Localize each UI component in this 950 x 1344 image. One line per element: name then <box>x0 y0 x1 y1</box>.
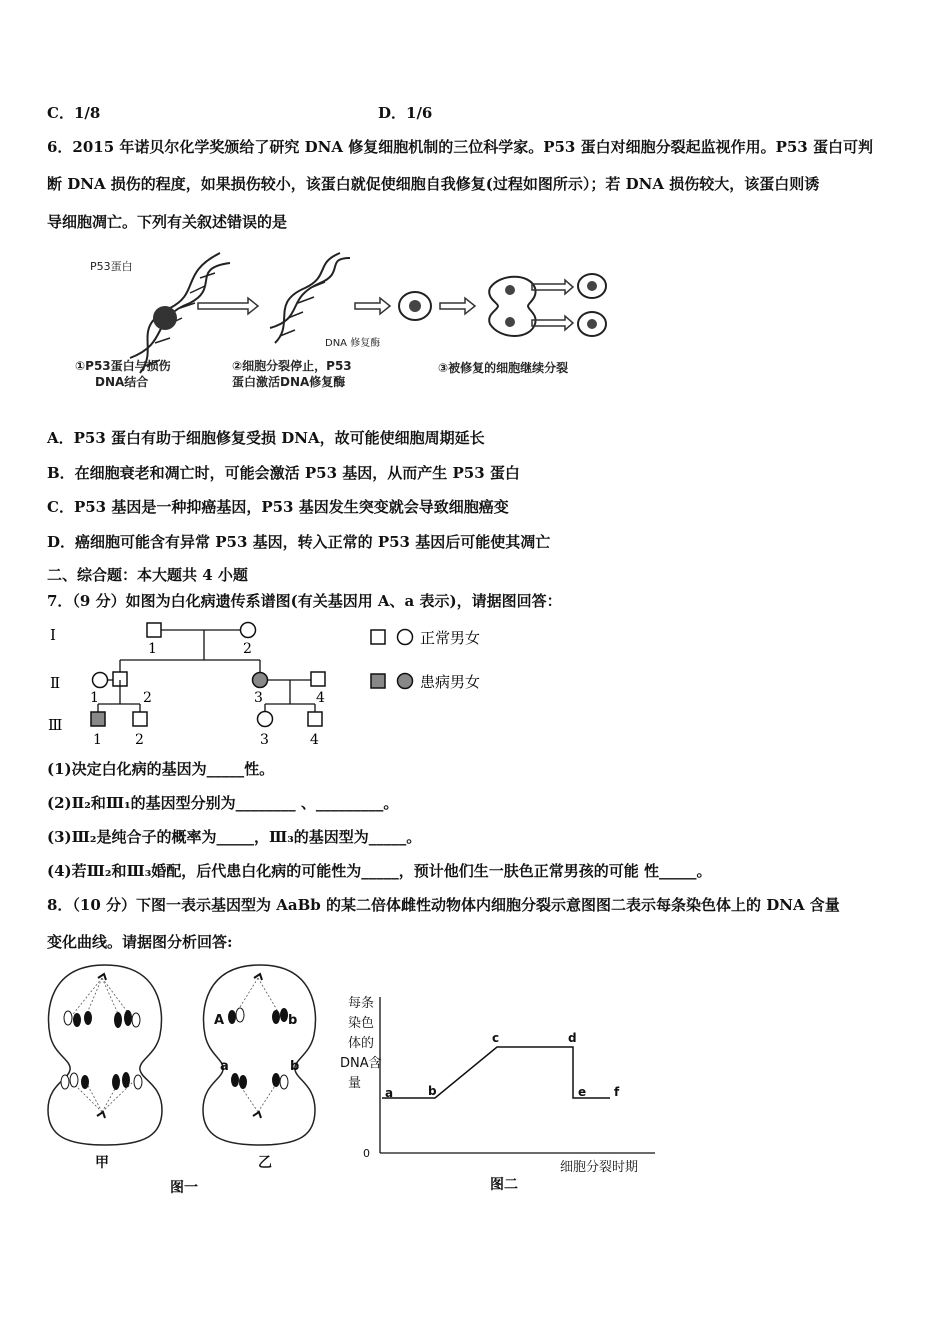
gen1-female-2 <box>241 623 256 638</box>
q6-stem-line3: 导细胞凋亡。下列有关叙述错误的是 <box>47 213 288 231</box>
figure-2-dna-curve <box>330 985 670 1200</box>
gen3-female-3 <box>258 712 273 727</box>
arrow-3 <box>440 298 475 314</box>
q6-stem-line2: 断 DNA 损伤的程度，如果损伤较小，该蛋白就促使细胞自我修复(过程如图所示）；若 DNA 损伤较大，该蛋白则诱 <box>47 175 820 193</box>
q6-option-b: B．在细胞衰老和凋亡时，可能会激活 P53 基因，从而产生 P53 蛋白 <box>47 464 520 482</box>
y-axis-label <box>340 996 382 1091</box>
arrow-1 <box>198 298 258 314</box>
pedigree-chart <box>40 618 520 750</box>
gen1-num-1: 1 <box>148 641 157 657</box>
arrow-2 <box>355 298 390 314</box>
caption-2-line1: ②细胞分裂停止，P53 <box>232 359 352 373</box>
caption-1-line1: ①P53蛋白与损伤 <box>75 359 171 373</box>
gen3-num-4: 4 <box>310 732 319 748</box>
gen2-num-1: 1 <box>90 690 99 706</box>
gen2-female-3-affected <box>253 673 268 688</box>
q7-stem: 7．（9 分）如图为白化病遗传系谱图(有关基因用 A、a 表示)，请据图回答： <box>47 592 562 610</box>
legend-affected-female <box>398 674 413 689</box>
figure-1-caption: 图一 <box>170 1180 198 1196</box>
cell-yi-label: 乙 <box>258 1155 272 1171</box>
gene-label-A: A <box>214 1013 225 1028</box>
gen-label-2: Ⅱ <box>50 674 61 692</box>
q8-stem-line2: 变化曲线。请据图分析回答: <box>47 933 233 951</box>
gen3-male-4 <box>308 712 322 726</box>
gen2-num-3: 3 <box>254 690 263 706</box>
gen-label-3: Ⅲ <box>48 716 63 734</box>
point-c: c <box>492 1031 500 1045</box>
caption-3: ③被修复的细胞继续分裂 <box>438 361 569 375</box>
gene-label-b1: b <box>288 1013 298 1028</box>
dna-helix-1 <box>130 253 230 373</box>
gen3-num-2: 2 <box>135 732 144 748</box>
svg-text:量: 量 <box>348 1076 362 1091</box>
dividing-cell <box>489 277 535 336</box>
point-d: d <box>568 1031 577 1045</box>
q7-sub1: (1)决定白化病的基因为_____性。 <box>47 760 275 778</box>
point-e: e <box>578 1085 587 1099</box>
p53-protein-blob <box>153 306 177 330</box>
gen3-male-1-affected <box>91 712 105 726</box>
svg-text:DNA含: DNA含 <box>340 1056 382 1071</box>
section-2-heading: 二、综合题：本大题共 4 小题 <box>47 566 248 584</box>
legend-affected-male <box>371 674 385 688</box>
daughter-cells <box>578 274 606 336</box>
dna-repair-enzyme-label: DNA 修复酶 <box>325 338 381 349</box>
q8-stem-line1: 8．（10 分）下图一表示基因型为 AaBb 的某二倍体雌性动物体内细胞分裂示意图图二表示每条染色体上的 DNA 含量 <box>47 896 840 914</box>
q6-option-c: C．P53 基因是一种抑癌基因，P53 基因发生突变就会导致细胞癌变 <box>47 498 509 516</box>
q6-stem-line1: 6．2015 年诺贝尔化学奖颁给了研究 DNA 修复细胞机制的三位科学家。P53 蛋白对细胞分裂起监视作用。P53 蛋白可判 <box>47 138 873 156</box>
q7-sub2: (2)Ⅱ₂和Ⅲ₁的基因型分别为________ 、_________。 <box>47 794 399 812</box>
caption-1-line2: DNA结合 <box>95 375 149 388</box>
cell-yi <box>203 965 316 1145</box>
svg-text:体的: 体的 <box>348 1036 375 1051</box>
gene-label-b2: b <box>290 1059 300 1074</box>
gen-label-1: Ⅰ <box>50 626 56 644</box>
gen3-male-2 <box>133 712 147 726</box>
q6-option-a: A．P53 蛋白有助于细胞修复受损 DNA，故可能使细胞周期延长 <box>47 429 485 447</box>
legend-normal-female <box>398 630 413 645</box>
arrow-4 <box>532 280 573 330</box>
gen3-num-3: 3 <box>260 732 269 748</box>
figure-1-cells <box>40 960 320 1200</box>
cell-jia <box>48 965 162 1145</box>
gene-label-a: a <box>220 1059 229 1074</box>
q7-sub3: (3)Ⅲ₂是纯合子的概率为_____，Ⅲ₃的基因型为_____。 <box>47 828 422 846</box>
q5-option-c: C．1/8 <box>47 104 101 122</box>
legend-normal-label: 正常男女 <box>420 629 481 647</box>
point-b: b <box>428 1084 437 1098</box>
single-cell <box>399 292 431 320</box>
svg-text:染色: 染色 <box>348 1016 375 1031</box>
gen2-female-1 <box>93 673 108 688</box>
gen2-num-4: 4 <box>316 690 325 706</box>
legend-normal-male <box>371 630 385 644</box>
p53-repair-figure <box>70 248 630 388</box>
q6-option-d: D．癌细胞可能含有异常 P53 基因，转入正常的 P53 基因后可能使其凋亡 <box>47 533 551 551</box>
gen2-num-2: 2 <box>143 690 152 706</box>
gen2-male-4 <box>311 672 325 686</box>
point-a: a <box>385 1086 394 1100</box>
q5-option-d: D．1/6 <box>378 104 433 122</box>
figure-2-caption: 图二 <box>490 1177 518 1193</box>
caption-2-line2: 蛋白激活DNA修复酶 <box>232 375 346 388</box>
point-f: f <box>614 1085 620 1099</box>
svg-text:每条: 每条 <box>348 996 375 1011</box>
origin-label: 0 <box>363 1147 370 1160</box>
p53-label: P53蛋白 <box>90 260 133 273</box>
q7-sub4: (4)若Ⅲ₂和Ⅲ₃婚配，后代患白化病的可能性为_____，预计他们生一肤色正常男孩的可能 性_____。 <box>47 862 712 880</box>
legend-affected-label: 患病男女 <box>420 673 481 691</box>
dna-curve <box>382 1047 610 1098</box>
gen1-num-2: 2 <box>243 641 252 657</box>
x-axis-label: 细胞分裂时期 <box>560 1160 639 1175</box>
dna-helix-2 <box>270 253 350 343</box>
cell-jia-label: 甲 <box>95 1155 109 1171</box>
gen3-num-1: 1 <box>93 732 102 748</box>
gen1-male-1 <box>147 623 161 637</box>
